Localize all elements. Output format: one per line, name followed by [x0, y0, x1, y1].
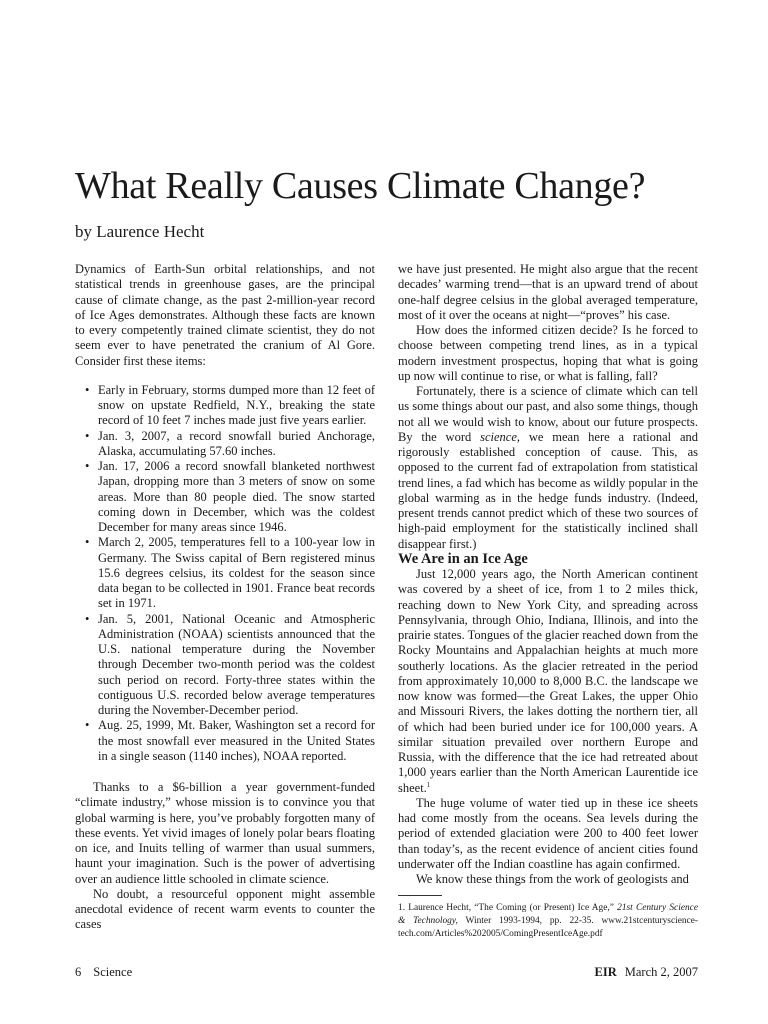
right-column	[398, 262, 698, 941]
text-run: we mean here a rational and rigorously established conception of cause. This, as opposed to the current fad of extrapolation from statistical trend lines, a fad which has become as wildly popular in the global warming as in the hedge funds industry. (Indeed, present trends cannot predict which of these two sources of high-paid employment for the statistically inclined shall disappear first.)	[398, 429, 698, 551]
page-number: 6	[75, 965, 82, 979]
text-run: Just 12,000 years ago, the North American continent was covered by a sheet of ice, from 1 to 2 miles thick, reaching down to New York City, and spreading across Pennsylvania, through Ohio, Indiana, Illinois, and into the prairie states. Tongues of the glacier reached down from the Rocky Mountains and Appalachian heights at much more southerly locations. As the glacier retreated in the period from approximately 10,000 to 8,000 B.C. the landscape we now know was formed—the Great Lakes, the upper Ohio and Missouri Rivers, the lakes dotting the northern tier, all of which had been buried under ice for 100,000 years. A similar situation prevailed over northern Europe and Russia, with the difference that the ice had retreated about 1,000 years earlier than the North American Laurentide ice sheet.	[398, 567, 698, 795]
body-paragraph: How does the informed citizen decide? Is he forced to choose between competing trend lines, as in a typical modern investment prospectus, hoping that what is going up now will continue to rise, or what is falling, fall?	[398, 323, 698, 383]
body-paragraph: Thanks to a $6-billion a year government-funded “climate industry,” whose mission is to convince you that global warming is here, you’ve probably forgotten many of these events. Yet vivid images of lonely polar bears floating on ice, and Inuits telling of warmer than usual summers, haunt your imagination. Such is the power of advertising over an audience little schooled in climate science.	[75, 780, 375, 886]
intro-paragraph: Dynamics of Earth-Sun orbital relationships, and not statistical trends in greenhouse gases, are the principal cause of climate change, as the past 2-million-year record of Ice Ages demonstrates. Although these facts are known to every competently trained climate scientist, they do not seem ever to have penetrated the cranium of Al Gore. Consider first these items:	[75, 262, 375, 368]
body-paragraph: We know these things from the work of geologists and	[416, 872, 689, 886]
footnote-divider	[398, 895, 442, 896]
article-byline: by Laurence Hecht	[75, 222, 205, 241]
folio-right	[595, 965, 698, 980]
list-item: • Early in February, storms dumped more than 12 feet of snow on upstate Redfield, N.Y., breaking the state record of 10 feet 7 inches made just five years earlier.	[98, 383, 375, 429]
weather-events-list	[75, 383, 375, 764]
publication-name: EIR	[594, 965, 617, 979]
footnote	[398, 902, 698, 941]
folio-left	[75, 965, 132, 980]
list-item: • Aug. 25, 1999, Mt. Baker, Washington set a record for the most snowfall ever measured in the United States in a single season (1140 inches), NOAA reported.	[98, 718, 375, 764]
article-title: What Really Causes Climate Change?	[75, 165, 646, 207]
list-item: • Jan. 5, 2001, National Oceanic and Atmospheric Administration (NOAA) scientists announced that the U.S. national temperature during the November through December two-month period was the coldest such period on record. Forty-three states within the contiguous U.S. recorded below average temperatures during the November-December period.	[98, 612, 375, 719]
body-paragraph	[398, 384, 698, 552]
text-run: 1. Laurence Hecht, “The Coming (or Present) Ice Age,”	[398, 903, 618, 914]
emphasized-term: science,	[480, 429, 520, 444]
section-name: Science	[93, 965, 133, 979]
issue-date: March 2, 2007	[624, 965, 698, 979]
section-subheading: We Are in an Ice Age	[398, 550, 528, 567]
text-run: Winter 1993-1994, pp. 22-35. www.21stcenturyscience-tech.com/Articles%202005/ComingPresentIceAge.pdf	[398, 916, 699, 940]
text-run: Fortunately, there is a science of climate which can tell us some things about our past, and also some things, though not all we would wish to know, about our future prospects. By the word	[398, 384, 698, 444]
body-paragraph	[398, 567, 698, 796]
body-paragraph: we have just presented. He might also argue that the recent decades’ warming trend—that is an upward trend of about one-half degree celsius in the global averaged temperature, most of it over the oceans at night—“proves” his case.	[398, 262, 698, 322]
body-paragraph: No doubt, a resourceful opponent might assemble anecdotal evidence of recent warm events to counter the cases	[75, 886, 375, 932]
list-item: • March 2, 2005, temperatures fell to a 100-year low in Germany. The Swiss capital of Bern registered minus 15.6 degrees celsius, its coldest for the season since data began to be collected in 1901. France beat records set in 1971.	[98, 535, 375, 611]
left-column	[75, 262, 375, 933]
list-item: • Jan. 3, 2007, a record snowfall buried Anchorage, Alaska, accumulating 57.60 inches.	[98, 429, 375, 460]
body-paragraph: The huge volume of water tied up in these ice sheets had come mostly from the oceans. Sea levels during the period of extended glaciation were 200 to 400 feet lower than today’s, as the recent evidence of ancient cities found underwater off the Indian coastline has again confirmed.	[398, 795, 698, 871]
list-item: • Jan. 17, 2006 a record snowfall blanketed northwest Japan, dropping more than 3 meters of snow on some areas. More than 80 people died. The snow started coming down in December, which was the coldest December for many areas since 1946.	[98, 459, 375, 535]
footnote-reference: 1	[426, 780, 431, 789]
journal-name: 21st Century Science & Technology,	[398, 903, 698, 927]
